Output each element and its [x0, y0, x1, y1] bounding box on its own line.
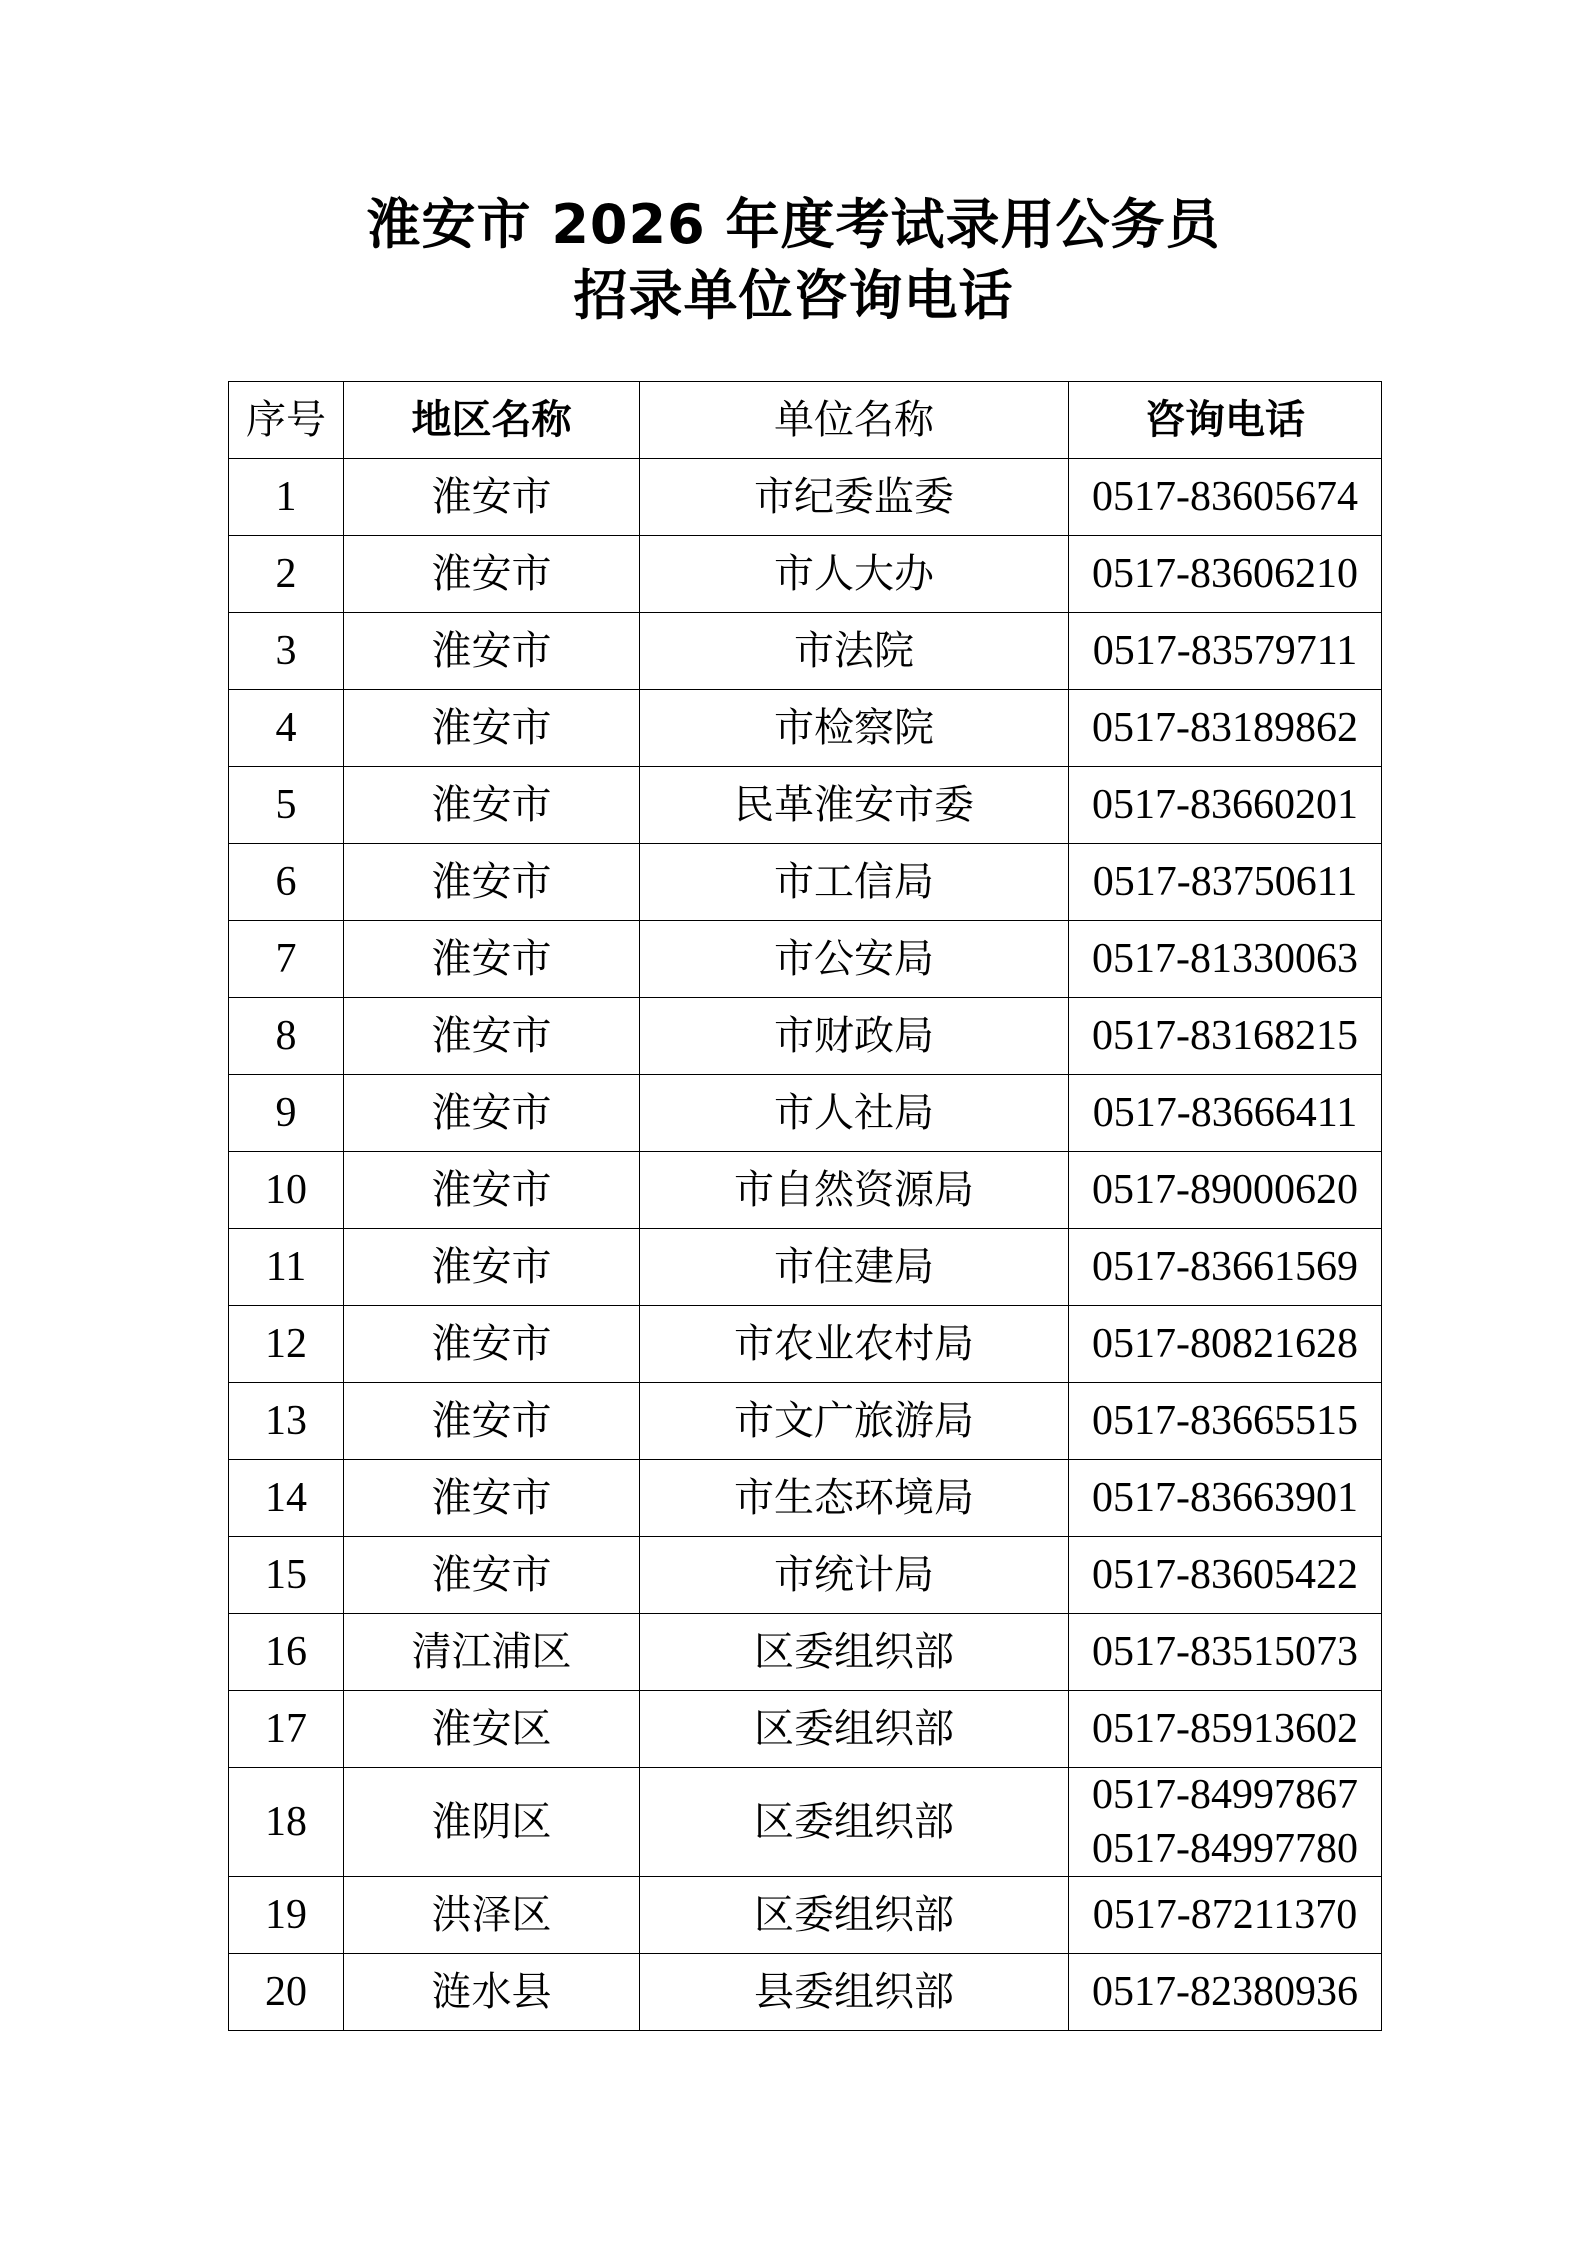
- row-phone: [1069, 1229, 1382, 1306]
- table-row: [229, 1229, 1382, 1306]
- phone-number: 0517-83665515: [1092, 1398, 1358, 1444]
- phone-number: 0517-80821628: [1092, 1321, 1358, 1367]
- row-region: 淮安市: [344, 1537, 640, 1614]
- row-region: 清江浦区: [344, 1614, 640, 1691]
- row-unit: 市公安局: [640, 921, 1069, 998]
- row-index: 15: [229, 1537, 344, 1614]
- row-region: 淮安区: [344, 1691, 640, 1768]
- row-unit: 市人大办: [640, 536, 1069, 613]
- row-phone: [1069, 1877, 1382, 1954]
- row-unit: 市统计局: [640, 1537, 1069, 1614]
- row-index: 10: [229, 1152, 344, 1229]
- table-row: [229, 1691, 1382, 1768]
- phone-number: 0517-83605674: [1092, 474, 1358, 520]
- row-index: 4: [229, 690, 344, 767]
- phone-number: 0517-85913602: [1092, 1706, 1358, 1752]
- row-index: 20: [229, 1954, 344, 2031]
- row-phone: [1069, 536, 1382, 613]
- table-row: [229, 844, 1382, 921]
- row-phone: [1069, 1691, 1382, 1768]
- row-region: 淮安市: [344, 1383, 640, 1460]
- row-phone: [1069, 613, 1382, 690]
- row-phone: [1069, 1306, 1382, 1383]
- row-unit: 市生态环境局: [640, 1460, 1069, 1537]
- phone-number: 0517-83666411: [1092, 1090, 1358, 1136]
- table-row: [229, 1877, 1382, 1954]
- row-index: 19: [229, 1877, 344, 1954]
- row-region: 淮安市: [344, 1075, 640, 1152]
- row-region: 淮安市: [344, 459, 640, 536]
- phone-number: 0517-83168215: [1092, 1013, 1358, 1059]
- table-row: [229, 1306, 1382, 1383]
- row-region: 淮安市: [344, 1306, 640, 1383]
- row-phone: [1069, 1954, 1382, 2031]
- row-index: 16: [229, 1614, 344, 1691]
- phone-number: 0517-83515073: [1092, 1629, 1358, 1675]
- document-title-line1: 淮安市 2026 年度考试录用公务员: [366, 193, 1221, 256]
- table-row: [229, 536, 1382, 613]
- phone-number: 0517-84997780: [1092, 1826, 1358, 1872]
- row-unit: 区委组织部: [640, 1768, 1069, 1877]
- phone-number: 0517-83189862: [1092, 705, 1358, 751]
- row-index: 14: [229, 1460, 344, 1537]
- row-region: 淮阴区: [344, 1768, 640, 1877]
- header-phone: 咨询电话: [1069, 382, 1382, 459]
- row-unit: 市自然资源局: [640, 1152, 1069, 1229]
- row-phone: [1069, 844, 1382, 921]
- row-unit: 市住建局: [640, 1229, 1069, 1306]
- row-index: 12: [229, 1306, 344, 1383]
- row-unit: 市纪委监委: [640, 459, 1069, 536]
- table-row: [229, 1614, 1382, 1691]
- row-region: 淮安市: [344, 613, 640, 690]
- table-row: [229, 998, 1382, 1075]
- row-region: 淮安市: [344, 1229, 640, 1306]
- row-phone: [1069, 921, 1382, 998]
- row-phone: [1069, 1460, 1382, 1537]
- row-index: 5: [229, 767, 344, 844]
- phone-number: 0517-83579711: [1092, 628, 1358, 674]
- table-header-row: [229, 382, 1382, 459]
- row-index: 3: [229, 613, 344, 690]
- contact-table: [228, 381, 1382, 2031]
- document-title-line2: 招录单位咨询电话: [573, 264, 1014, 327]
- table-row: [229, 1460, 1382, 1537]
- table-row: [229, 459, 1382, 536]
- row-unit: 区委组织部: [640, 1691, 1069, 1768]
- row-index: 11: [229, 1229, 344, 1306]
- row-phone: [1069, 1537, 1382, 1614]
- row-index: 1: [229, 459, 344, 536]
- table-row: [229, 1075, 1382, 1152]
- row-phone: [1069, 1152, 1382, 1229]
- table-row: [229, 1954, 1382, 2031]
- row-region: 涟水县: [344, 1954, 640, 2031]
- phone-number: 0517-83663901: [1092, 1475, 1358, 1521]
- row-unit: 市检察院: [640, 690, 1069, 767]
- row-region: 淮安市: [344, 998, 640, 1075]
- row-phone: [1069, 690, 1382, 767]
- row-region: 淮安市: [344, 690, 640, 767]
- row-unit: 市工信局: [640, 844, 1069, 921]
- row-index: 17: [229, 1691, 344, 1768]
- header-unit: 单位名称: [640, 382, 1069, 459]
- header-region: 地区名称: [344, 382, 640, 459]
- row-phone: [1069, 1614, 1382, 1691]
- row-phone: [1069, 998, 1382, 1075]
- row-region: 洪泽区: [344, 1877, 640, 1954]
- table-row: [229, 767, 1382, 844]
- table-row: [229, 1537, 1382, 1614]
- row-unit: 区委组织部: [640, 1614, 1069, 1691]
- row-index: 6: [229, 844, 344, 921]
- row-unit: 市人社局: [640, 1075, 1069, 1152]
- row-index: 8: [229, 998, 344, 1075]
- header-index: 序号: [229, 382, 344, 459]
- row-phone: [1069, 1383, 1382, 1460]
- row-index: 13: [229, 1383, 344, 1460]
- row-unit: 市法院: [640, 613, 1069, 690]
- table-row: [229, 921, 1382, 998]
- row-unit: 市农业农村局: [640, 1306, 1069, 1383]
- table-body: [229, 459, 1382, 2031]
- phone-number: 0517-83661569: [1092, 1244, 1358, 1290]
- row-region: 淮安市: [344, 1152, 640, 1229]
- row-phone: [1069, 767, 1382, 844]
- row-index: 9: [229, 1075, 344, 1152]
- row-unit: 市财政局: [640, 998, 1069, 1075]
- table-row: [229, 1768, 1382, 1877]
- phone-number: 0517-83750611: [1092, 859, 1358, 905]
- phone-number: 0517-87211370: [1092, 1892, 1358, 1938]
- row-unit: 县委组织部: [640, 1954, 1069, 2031]
- row-phone: [1069, 1768, 1382, 1877]
- phone-number: 0517-89000620: [1092, 1167, 1358, 1213]
- row-unit: 区委组织部: [640, 1877, 1069, 1954]
- phone-number: 0517-81330063: [1092, 936, 1358, 982]
- table-row: [229, 690, 1382, 767]
- row-region: 淮安市: [344, 1460, 640, 1537]
- table-row: [229, 1152, 1382, 1229]
- row-phone: [1069, 1075, 1382, 1152]
- phone-number: 0517-83660201: [1092, 782, 1358, 828]
- row-region: 淮安市: [344, 536, 640, 613]
- row-unit: 市文广旅游局: [640, 1383, 1069, 1460]
- row-region: 淮安市: [344, 844, 640, 921]
- phone-number: 0517-82380936: [1092, 1969, 1358, 2015]
- row-index: 2: [229, 536, 344, 613]
- table-row: [229, 613, 1382, 690]
- row-region: 淮安市: [344, 921, 640, 998]
- row-region: 淮安市: [344, 767, 640, 844]
- phone-number: 0517-83605422: [1092, 1552, 1358, 1598]
- phone-number: 0517-84997867: [1092, 1772, 1358, 1818]
- table-row: [229, 1383, 1382, 1460]
- phone-number: 0517-83606210: [1092, 551, 1358, 597]
- row-unit: 民革淮安市委: [640, 767, 1069, 844]
- row-index: 7: [229, 921, 344, 998]
- row-index: 18: [229, 1768, 344, 1877]
- row-phone: [1069, 459, 1382, 536]
